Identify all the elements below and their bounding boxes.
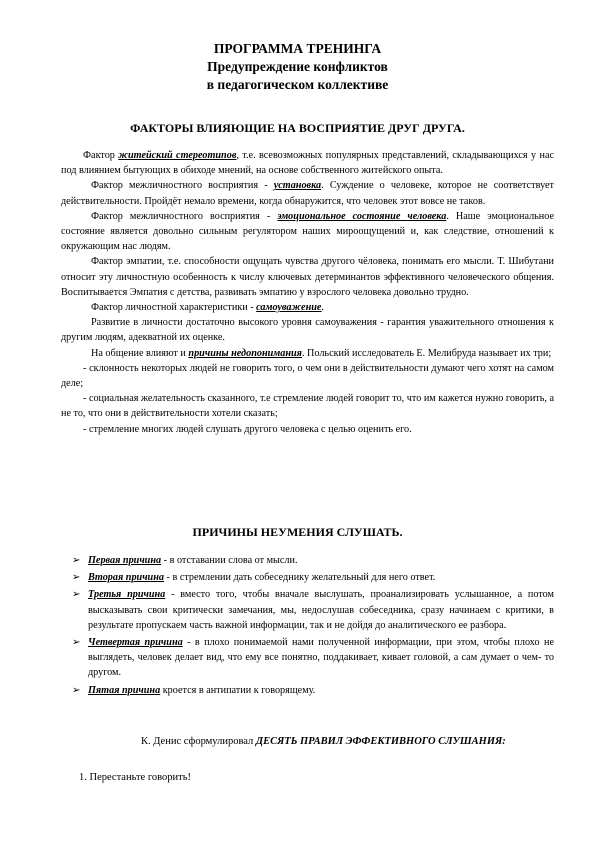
paragraph-empathy: Фактор эмпатии, т.е. способности ощущать чувства другого чёловека, понимать его мысли. Т. Шибутани относит эту личностную особенность к числу ключевых детерминантов эффективного человеческого общения. Воспитывается Эмпатия с детства, развивать эмпатию у взрослого человека довольно трудно. [61,256,554,298]
list-item: ➢ Пятая причина кроется в антипатии к говорящему. [72,683,554,698]
term-attitude: установка [273,180,322,192]
training-subtopic: в педагогическом коллективе [206,77,389,92]
list-item: ➢ Третья причина - вместо того, чтобы вначале выслушать, проанализировать услышанное, а потом высказывать свои критически замечания, мы, недослушав собеседника, сразу начинаем с критики, в результате пропускаем часть важной информации, так и не дойдя до аналитического ее разбора. [72,589,555,631]
paragraph-stereotypes: Фактор житейский стереотипов, т.е. всевозможных популярных представлений, складывающихся у нас под влиянием бытующих в обиходе мнений, на основе собственного житейского опыта. [61,150,555,177]
section-heading-listening: ПРИЧИНЫ НЕУМЕНИЯ СЛУШАТЬ. [192,525,403,539]
rules-intro: К. Денис сформулировал ДЕСЯТЬ ПРАВИЛ ЭФФЕКТИВНОГО СЛУШАНИЯ: [141,736,506,747]
list-item: ➢ Первая причина - в отставании слова от мысли. [72,553,554,568]
dash-item-3: - стремление многих людей слушать другого человека с целью оценить его. [83,423,412,435]
arrow-bullet-icon: ➢ [72,589,81,601]
arrow-bullet-icon: ➢ [72,572,81,584]
rules-heading: ДЕСЯТЬ ПРАВИЛ ЭФФЕКТИВНОГО СЛУШАНИЯ: [255,736,506,747]
section-heading-factors: ФАКТОРЫ ВЛИЯЮЩИЕ НА ВОСПРИЯТИЕ ДРУГ ДРУГА. [130,121,465,135]
paragraph-misunderstanding: На общение влияют и причины недопонимания. Польский исследователь Е. Мелибруда называет их три; [91,347,552,359]
dash-item-1: - склонность некоторых людей не говорить того, о чем они в действительности думают чего хотят на самом деле; [61,362,554,390]
factors-body [61,148,554,437]
term-emotional-state: эмоциональное состояние человека [277,210,447,222]
arrow-bullet-icon: ➢ [72,684,81,696]
rule-item-1: 1. Перестаньте говорить! [79,772,192,783]
arrow-bullet-icon: ➢ [72,555,81,566]
program-title: ПРОГРАММА ТРЕНИНГА [213,41,382,56]
reasons-list [72,553,554,700]
arrow-bullet-icon: ➢ [72,637,81,649]
paragraph-attitude: Фактор межличностного восприятия - установка. Суждение о человеке, которое не соответствует действительности. Пройдёт немало времени, когда обнаружится, что человек этот вовсе не таков. [61,180,555,207]
paragraph-self-esteem: Фактор личностной характеристики - самоуважение. [91,302,324,314]
term-self-esteem: самоуважение [256,302,322,314]
paragraph-emotional-state: Фактор межличностного восприятия - эмоциональное состояние человека. Наше эмоциональное состояние является довольно сильным регулятором наших мироощущений и, как следствие, отношений к окружающим нас людям. [61,210,555,253]
training-topic: Предупреждение конфликтов [207,59,388,74]
dash-item-2: - социальная желательность сказанного, т.е стремление людей говорит то, что им кажется нужно говорить, а не то, что они в действительности хотели сказать; [61,393,555,420]
term-stereotypes: житейский стереотипов [118,150,237,161]
term-misunderstanding: причины недопонимания [188,347,302,359]
paragraph-self-esteem-development: Развитие в личности достаточно высокого уровня самоуважения - гарантия уважительного отношения к другим людям, адекватной их оценке. [61,317,554,344]
list-item: ➢ Четвертая причина - в плохо понимаемой нами полученной информации, при этом, чтобы плохо не выглядеть, человек делает вид, что ему все понятно, поддакивает, кивает головой, а сам думает о чем- то другом. [72,637,554,679]
list-item: ➢ Вторая причина - в стремлении дать собеседнику желательный для него ответ. [72,570,554,585]
